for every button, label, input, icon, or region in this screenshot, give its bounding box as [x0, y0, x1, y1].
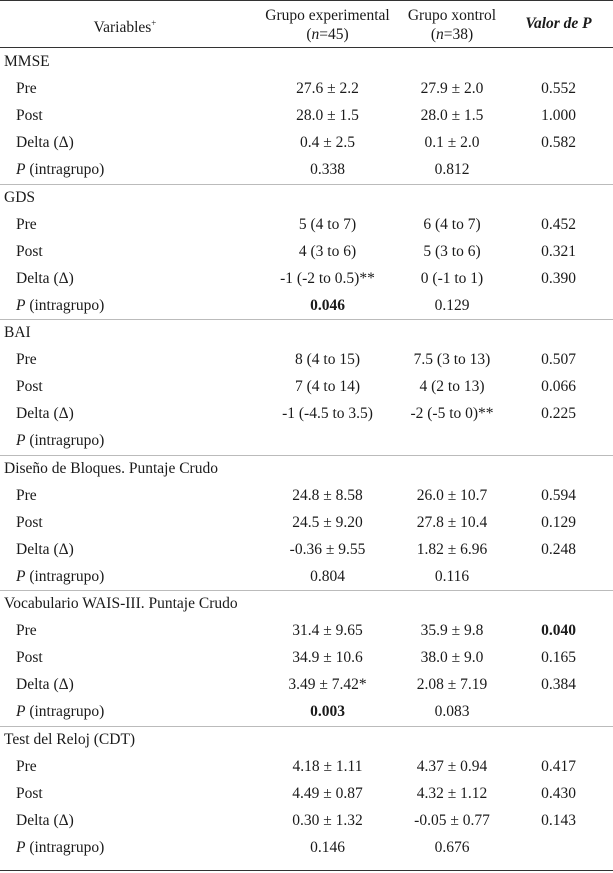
header-variables: [0, 14, 250, 37]
cell-control: 0.129: [434, 296, 470, 314]
cell-experimental: 4.18 ± 1.11: [292, 757, 363, 775]
cell-experimental: 4 (3 to 6): [298, 242, 357, 260]
header-control-n: (n=38): [430, 26, 474, 43]
cell-control: 4.32 ± 1.12: [416, 784, 488, 802]
cell-p-value: 1.000: [541, 107, 576, 125]
header-variables-mark: +: [151, 18, 157, 28]
table-row: [0, 427, 613, 454]
cell-experimental: 0.338: [310, 161, 345, 179]
table-row: [0, 509, 613, 536]
row-label: Post: [16, 242, 43, 260]
section-title-row: [0, 184, 613, 211]
cell-p-value: 0.040: [541, 622, 576, 640]
section-title: BAI: [4, 324, 31, 341]
cell-control: 26.0 ± 10.7: [416, 486, 488, 504]
row-label: [16, 698, 104, 725]
row-label: Pre: [16, 80, 37, 98]
cell-control: 0.083: [434, 703, 470, 721]
row-label: [16, 156, 104, 183]
table-row: [0, 211, 613, 238]
cell-control: 38.0 ± 9.0: [420, 649, 484, 667]
row-label: Delta (Δ): [16, 405, 74, 423]
cell-control: 27.9 ± 2.0: [420, 80, 484, 98]
table-row: [0, 780, 613, 807]
cell-control: 27.8 ± 10.4: [416, 513, 488, 531]
row-label: Delta (Δ): [16, 269, 74, 287]
cell-p-value: 0.507: [541, 351, 576, 369]
header-control-group: [400, 6, 504, 44]
header-experimental-label: Grupo experimental: [265, 7, 390, 24]
header-variables-label: Variables: [93, 19, 152, 37]
row-label-italic: P: [16, 296, 26, 314]
table-row: [0, 238, 613, 265]
table-row: [0, 292, 613, 319]
cell-experimental: 5 (4 to 7): [298, 215, 357, 233]
cell-experimental: 0.30 ± 1.32: [292, 811, 363, 829]
cell-p-value: 0.390: [541, 269, 576, 287]
cell-control: 28.0 ± 1.5: [420, 107, 484, 125]
table-row: [0, 536, 613, 563]
cell-experimental: 0.146: [310, 838, 345, 856]
cell-experimental: 28.0 ± 1.5: [296, 107, 359, 125]
row-label: Post: [16, 649, 43, 667]
table-row: [0, 129, 613, 156]
cell-control: 0.116: [434, 567, 470, 585]
row-label-text: (intragrupo): [25, 838, 105, 856]
section-title-row: [0, 319, 613, 346]
table-row: [0, 644, 613, 671]
row-label-text: (intragrupo): [25, 296, 105, 314]
row-label: Post: [16, 513, 43, 531]
row-label: Pre: [16, 757, 37, 775]
row-label: Delta (Δ): [16, 811, 74, 829]
cell-p-value: 0.452: [541, 215, 576, 233]
table-row: [0, 671, 613, 698]
header-experimental-n: (n=45): [306, 26, 349, 43]
cell-control: 5 (3 to 6): [423, 242, 481, 260]
table-row: [0, 400, 613, 427]
cell-p-value: 0.248: [541, 540, 576, 558]
table-row: [0, 346, 613, 373]
cell-control: -2 (-5 to 0)**: [410, 405, 494, 423]
cell-experimental: 7 (4 to 14): [294, 378, 360, 396]
cell-control: 0 (-1 to 1): [420, 269, 484, 287]
cell-experimental: -1 (-4.5 to 3.5): [282, 405, 373, 423]
section-title-row: [0, 726, 613, 753]
cell-experimental: 4.49 ± 0.87: [292, 784, 363, 802]
row-label-text: (intragrupo): [25, 703, 105, 721]
table-row: [0, 102, 613, 129]
row-label: [16, 292, 104, 319]
section-title-row: [0, 590, 613, 617]
table-row: [0, 563, 613, 590]
cell-experimental: -1 (-2 to 0.5)**: [280, 269, 375, 287]
row-label: [16, 834, 104, 861]
cell-p-value: 0.129: [541, 513, 576, 531]
cell-experimental: 24.8 ± 8.58: [292, 486, 363, 504]
table-row: [0, 807, 613, 834]
section-title-row: [0, 48, 613, 75]
row-label-italic: P: [16, 432, 26, 450]
section-title: Vocabulario WAIS-III. Puntaje Crudo: [4, 595, 238, 612]
cell-p-value: 0.384: [541, 676, 576, 694]
table-row: [0, 617, 613, 644]
table-row: [0, 698, 613, 725]
cell-experimental: 8 (4 to 15): [294, 351, 360, 369]
cell-p-value: 0.430: [541, 784, 576, 802]
cell-p-value: 0.066: [541, 378, 576, 396]
row-label: [16, 563, 104, 590]
cell-control: 1.82 ± 6.96: [416, 540, 488, 558]
cell-p-value: 0.417: [541, 757, 576, 775]
row-label: [16, 427, 104, 454]
cell-experimental: -0.36 ± 9.55: [289, 540, 366, 558]
cell-experimental: 27.6 ± 2.2: [296, 80, 359, 98]
header-p-value: Valor de P: [525, 15, 592, 32]
row-label-text: (intragrupo): [25, 161, 105, 179]
cell-control: -0.05 ± 0.77: [414, 811, 490, 829]
cell-control: 2.08 ± 7.19: [416, 676, 488, 694]
cell-p-value: 0.321: [541, 242, 576, 260]
row-label-italic: P: [16, 161, 26, 179]
table-row: [0, 373, 613, 400]
row-label: Post: [16, 378, 43, 396]
table-top-rule: [0, 0, 613, 1]
row-label: Post: [16, 784, 43, 802]
cell-experimental: 0.003: [310, 703, 345, 721]
table-row: [0, 265, 613, 292]
cell-p-value: 0.582: [541, 134, 576, 152]
row-label: Pre: [16, 351, 37, 369]
section-title: MMSE: [4, 53, 50, 70]
row-label-italic: P: [16, 567, 26, 585]
row-label: Delta (Δ): [16, 134, 74, 152]
row-label-text: (intragrupo): [25, 567, 105, 585]
table-row: [0, 156, 613, 183]
cell-experimental: 24.5 ± 9.20: [292, 513, 363, 531]
row-label-text: (intragrupo): [25, 432, 105, 450]
section-title: Diseño de Bloques. Puntaje Crudo: [4, 459, 218, 477]
row-label: Pre: [16, 215, 37, 233]
row-label: Pre: [16, 622, 37, 640]
cell-control: 6 (4 to 7): [423, 215, 481, 233]
header-experimental-group: [250, 6, 405, 44]
section-title: Test del Reloj (CDT): [4, 730, 136, 748]
cell-control: 0.676: [434, 838, 470, 856]
cell-p-value: 0.165: [541, 649, 576, 667]
section-title-row: [0, 455, 613, 482]
row-label: Delta (Δ): [16, 676, 74, 694]
cell-experimental: 0.4 ± 2.5: [299, 134, 355, 152]
table-row: [0, 75, 613, 102]
cell-experimental: 34.9 ± 10.6: [292, 649, 363, 667]
cell-experimental: 0.046: [310, 296, 345, 314]
section-title: GDS: [4, 188, 36, 206]
header-control-label: Grupo xontrol: [407, 7, 497, 24]
cell-control: 0.812: [434, 161, 470, 179]
cell-experimental: 0.804: [310, 567, 345, 585]
cell-p-value: 0.143: [541, 811, 576, 829]
cell-control: 7.5 (3 to 13): [413, 351, 491, 369]
table-row: [0, 482, 613, 509]
row-label-italic: P: [16, 703, 26, 721]
cell-p-value: 0.552: [541, 80, 576, 98]
cell-p-value: 0.594: [541, 486, 576, 504]
cell-control: 4 (2 to 13): [419, 378, 485, 396]
row-label: Post: [16, 107, 43, 125]
row-label-italic: P: [16, 838, 26, 856]
table-row: [0, 753, 613, 780]
cell-control: 0.1 ± 2.0: [424, 134, 480, 152]
cell-experimental: 3.49 ± 7.42*: [288, 676, 367, 694]
row-label: Delta (Δ): [16, 540, 74, 558]
table-row: [0, 834, 613, 861]
cell-p-value: 0.225: [541, 405, 576, 423]
cell-control: 35.9 ± 9.8: [420, 622, 484, 640]
cell-experimental: 31.4 ± 9.65: [292, 622, 363, 640]
table-bottom-rule: [0, 870, 613, 871]
cell-control: 4.37 ± 0.94: [416, 757, 488, 775]
row-label: Pre: [16, 486, 37, 504]
